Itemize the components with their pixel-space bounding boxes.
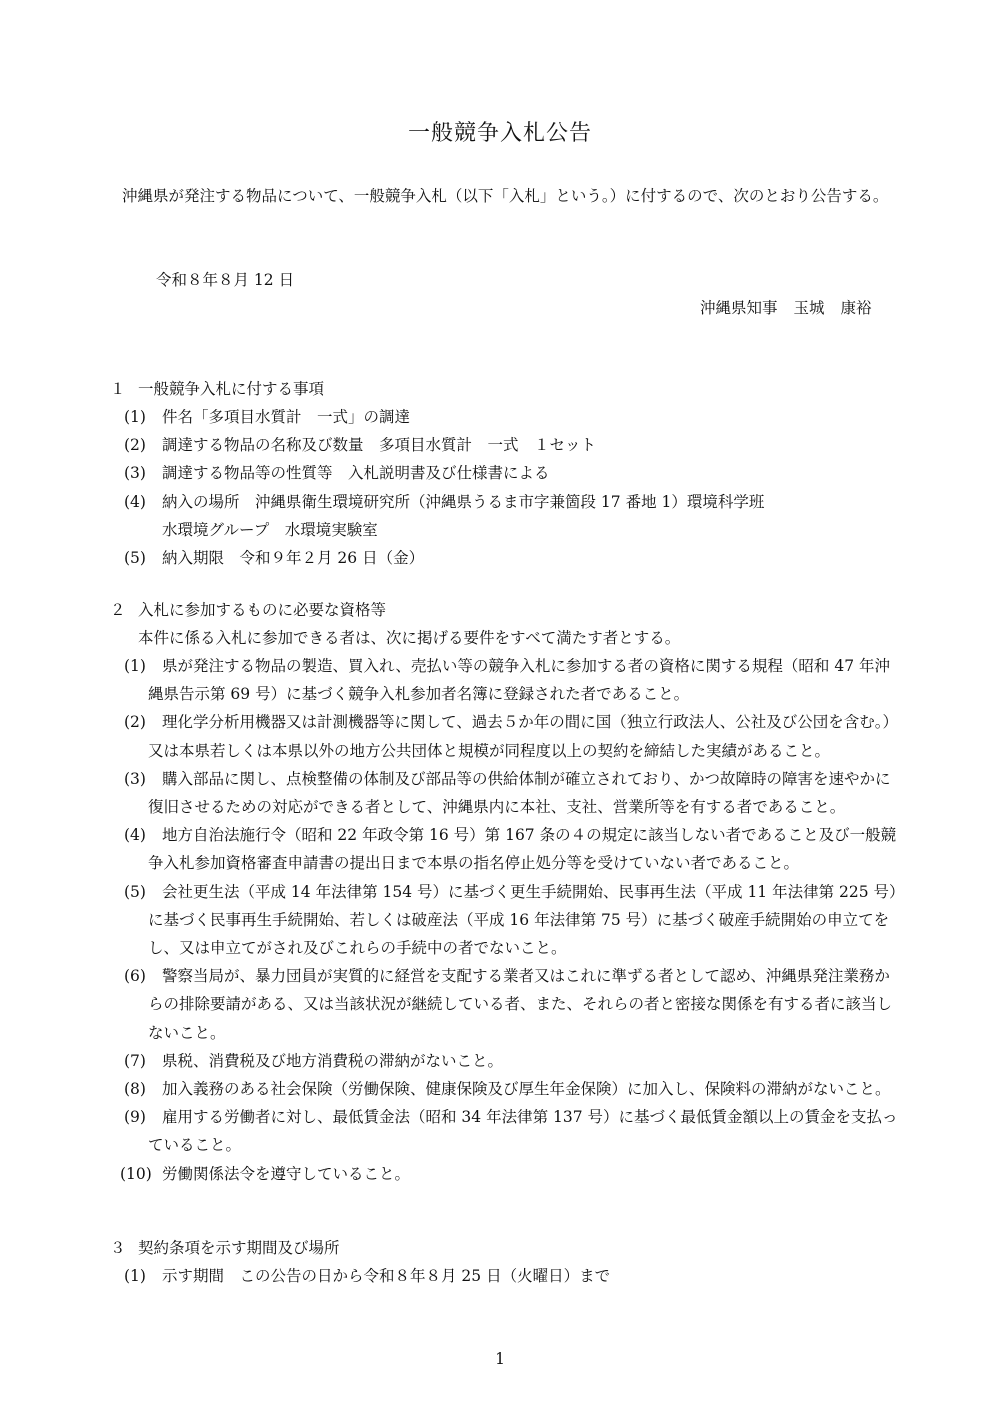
item-number: (3) — [124, 464, 146, 483]
section-1 — [110, 375, 900, 572]
item-number: (1) — [124, 408, 146, 426]
item-text: 県が発注する物品の製造、買入れ、売払い等の競争入札に参加する者の資格に関する規程（昭和 47 年沖縄県告示第 69 号）に基づく競争入札参加者名簿に登録された者であること。 — [148, 657, 891, 704]
item-text: 件名「多項目水質計 一式」の調達 — [162, 408, 411, 426]
item-text: 購入部品に関し、点検整備の体制及び部品等の供給体制が確立されており、かつ故障時の障害を速やかに復旧させるための対応ができる者として、沖縄県内に本社、支社、営業所等を有する者であること。 — [148, 769, 891, 817]
list-item — [110, 459, 900, 487]
list-item — [110, 1075, 900, 1103]
section-number: ２ — [110, 601, 126, 619]
item-number: (9) — [124, 1108, 146, 1127]
item-text: 加入義務のある社会保険（労働保険、健康保険及び厚生年金保険）に加入し、保険料の滞納がないこと。 — [162, 1080, 891, 1099]
signer-name-family: 玉城 — [793, 299, 825, 317]
intro-paragraph — [112, 182, 892, 210]
section-lead: 本件に係る入札に参加できる者は、次に掲げる要件をすべて満たす者とする。 — [138, 629, 681, 647]
section-3 — [110, 1234, 900, 1290]
list-item — [110, 1160, 900, 1188]
item-number: (5) — [124, 882, 146, 901]
item-number: (3) — [124, 769, 146, 788]
item-number: (1) — [124, 1267, 146, 1285]
section-title: 一般競争入札に付する事項 — [138, 380, 325, 398]
item-number: (6) — [124, 967, 146, 986]
item-text: 納入の場所 沖縄県衛生環境研究所（沖縄県うるま市字兼箇段 17 番地 1）環境科学班 — [162, 492, 765, 511]
intro-text: 沖縄県が発注する物品について、一般競争入札（以下「入札」という。）に付するので、次のとおり公告する。 — [122, 187, 889, 205]
section-title: 入札に参加するものに必要な資格等 — [138, 601, 387, 619]
section-number: ３ — [110, 1239, 126, 1257]
list-item — [110, 878, 900, 963]
item-text: 労働関係法令を遵守していること。 — [162, 1164, 411, 1183]
item-number: (7) — [124, 1051, 146, 1070]
section-2 — [110, 596, 900, 1188]
list-item — [110, 1103, 900, 1159]
list-item — [110, 708, 900, 764]
list-item — [110, 1047, 900, 1075]
item-number: (10) — [120, 1164, 152, 1183]
item-number: (2) — [124, 713, 146, 732]
list-item — [110, 488, 900, 544]
item-number: (2) — [124, 436, 146, 455]
list-item — [110, 765, 900, 821]
signer-name-given: 康裕 — [840, 299, 872, 317]
item-text: 示す期間 この公告の日から令和８年８月 25 日（火曜日）まで — [162, 1267, 611, 1285]
item-number: (1) — [124, 657, 146, 675]
item-text: 警察当局が、暴力団員が実質的に経営を支配する業者又はこれに準ずる者として認め、沖縄県発注業務からの排除要請がある、又は当該状況が継続している者、また、それらの者と密接な関係を有する者に該当しないこと。 — [148, 967, 893, 1042]
notice-date: 令和８年８月 12 日 — [156, 271, 295, 289]
item-text-continuation: 水環境グループ 水環境実験室 — [162, 520, 378, 539]
item-number: (5) — [124, 548, 146, 567]
item-number: (4) — [124, 826, 146, 845]
item-text: 地方自治法施行令（昭和 22 年政令第 16 号）第 167 条の４の規定に該当しない者であること及び一般競争入札参加資格審査申請書の提出日まで本県の指名停止処分等を受けていない者であること。 — [148, 826, 897, 873]
item-number: (8) — [124, 1080, 146, 1099]
item-text: 会社更生法（平成 14 年法律第 154 号）に基づく更生手続開始、民事再生法（平成 11 年法律第 225 号）に基づく民事再生手続開始、若しくは破産法（平成 16 年法律第 75 号）に基づく破産手続開始の申立てをし、又は申立てがされ及びこれらの手続中の者でないこと。 — [148, 882, 897, 958]
list-item — [110, 821, 900, 877]
item-text: 理化学分析用機器又は計測機器等に関して、過去５か年の間に国（独立行政法人、公社及び公団を含む。）又は本県若しくは本県以外の地方公共団体と規模が同程度以上の契約を締結した実績があること。 — [148, 713, 898, 760]
section-2-heading — [110, 596, 900, 624]
list-item — [110, 431, 900, 459]
item-text: 雇用する労働者に対し、最低賃金法（昭和 34 年法律第 137 号）に基づく最低賃金額以上の賃金を支払っていること。 — [148, 1108, 898, 1155]
list-item — [110, 544, 900, 572]
signer — [700, 296, 872, 318]
list-item — [110, 1262, 900, 1290]
list-item — [110, 652, 900, 708]
section-1-heading — [110, 375, 900, 403]
page-number: 1 — [495, 1350, 505, 1368]
item-text: 調達する物品等の性質等 入札説明書及び仕様書による — [162, 464, 550, 483]
section-3-heading — [110, 1234, 900, 1262]
signer-org: 沖縄県知事 — [700, 299, 778, 317]
list-item — [110, 962, 900, 1047]
section-number: １ — [110, 380, 126, 398]
item-text: 県税、消費税及び地方消費税の滞納がないこと。 — [162, 1051, 504, 1070]
section-title: 契約条項を示す期間及び場所 — [138, 1239, 340, 1257]
item-text: 調達する物品の名称及び数量 多項目水質計 一式 １セット — [162, 436, 597, 455]
item-number: (4) — [124, 492, 146, 511]
item-text: 納入期限 令和９年２月 26 日（金） — [162, 548, 425, 567]
document-title: 一般競争入札公告 — [407, 121, 592, 146]
list-item — [110, 403, 900, 431]
